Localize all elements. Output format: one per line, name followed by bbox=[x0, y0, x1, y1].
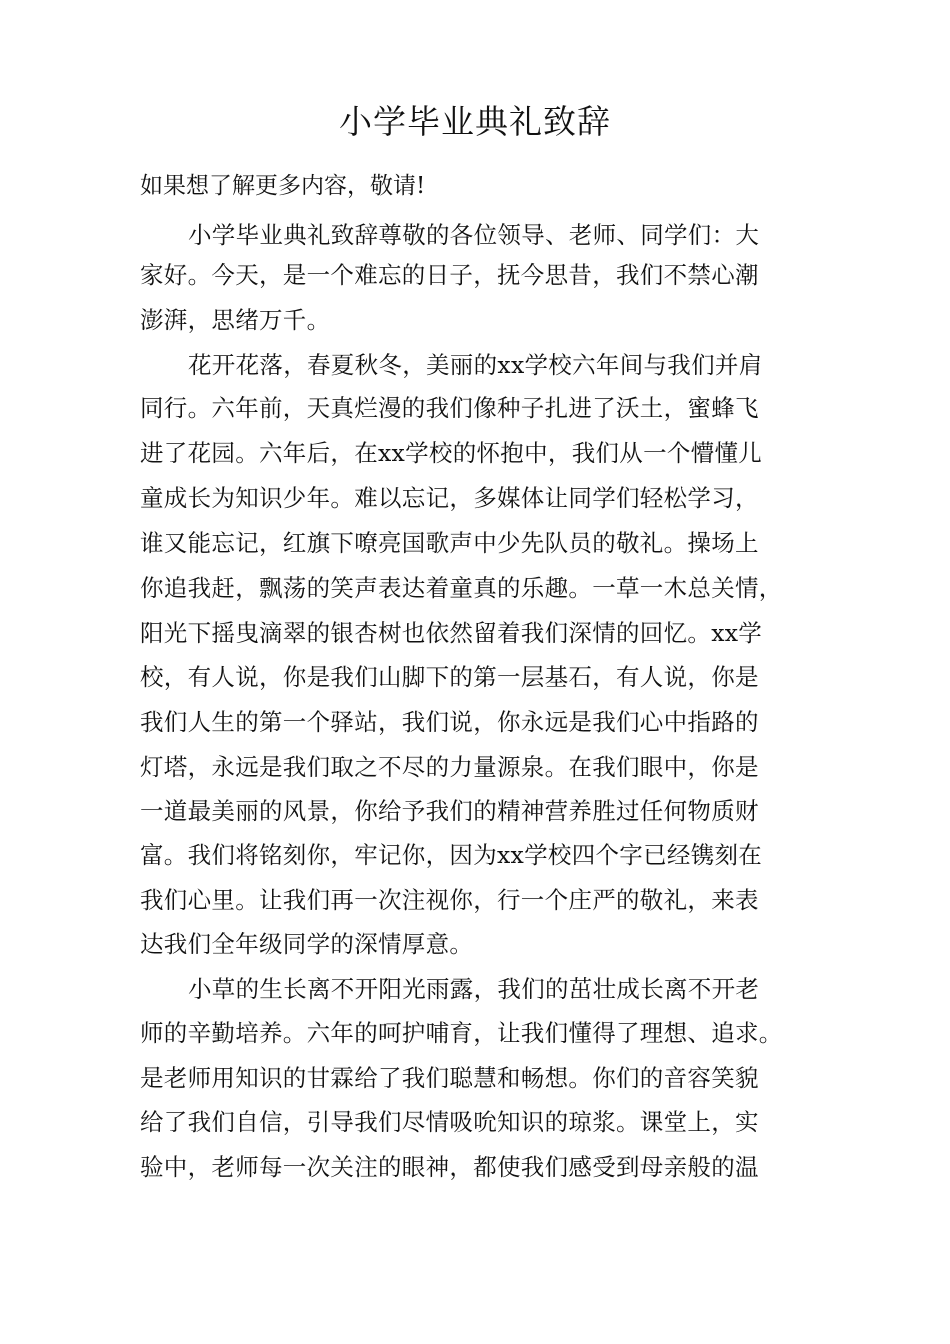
text-line: 小草的生长离不开阳光雨露，我们的茁壮成长离不开老 bbox=[188, 975, 760, 1003]
document-title: 小学毕业典礼致辞 bbox=[339, 102, 611, 141]
text-line: 花开花落，春夏秋冬，美丽的xx学校六年间与我们并肩 bbox=[188, 351, 763, 379]
text-line: 我们心里。让我们再一次注视你，行一个庄严的敬礼，来表 bbox=[140, 886, 759, 914]
text-line: 一道最美丽的风景，你给予我们的精神营养胜过任何物质财 bbox=[140, 797, 759, 825]
text-line: 校，有人说，你是我们山脚下的第一层基石，有人说，你是 bbox=[140, 663, 759, 691]
text-line: 童成长为知识少年。难以忘记，多媒体让同学们轻松学习， bbox=[140, 484, 759, 512]
text-line: 验中，老师每一次关注的眼神，都使我们感受到母亲般的温 bbox=[140, 1153, 759, 1181]
text-line: 师的辛勤培养。六年的呵护哺育，让我们懂得了理想、追求。 bbox=[140, 1019, 783, 1047]
text-line: 同行。六年前，天真烂漫的我们像种子扎进了沃土，蜜蜂飞 bbox=[140, 394, 759, 422]
text-line: 家好。今天，是一个难忘的日子，抚今思昔，我们不禁心潮 bbox=[140, 261, 759, 289]
text-line: 灯塔，永远是我们取之不尽的力量源泉。在我们眼中，你是 bbox=[140, 753, 759, 781]
text-line: 澎湃，思绪万千。 bbox=[140, 306, 331, 334]
text-line: 给了我们自信，引导我们尽情吸吮知识的琼浆。课堂上，实 bbox=[140, 1108, 759, 1136]
text-line: 是老师用知识的甘霖给了我们聪慧和畅想。你们的音容笑貌 bbox=[140, 1064, 759, 1092]
text-line: 你追我赶，飘荡的笑声表达着童真的乐趣。一草一木总关情， bbox=[140, 574, 783, 602]
text-line: 小学毕业典礼致辞尊敬的各位领导、老师、同学们：大 bbox=[188, 221, 760, 249]
text-line: 谁又能忘记，红旗下嘹亮国歌声中少先队员的敬礼。操场上 bbox=[140, 529, 759, 557]
intro-line: 如果想了解更多内容，敬请! bbox=[140, 173, 426, 199]
text-line: 阳光下摇曳滴翠的银杏树也依然留着我们深情的回忆。xx学 bbox=[140, 619, 763, 647]
text-line: 我们人生的第一个驿站，我们说，你永远是我们心中指路的 bbox=[140, 708, 759, 736]
text-line: 达我们全年级同学的深情厚意。 bbox=[140, 930, 474, 958]
text-line: 进了花园。六年后，在xx学校的怀抱中，我们从一个懵懂儿 bbox=[140, 439, 763, 467]
text-line: 富。我们将铭刻你，牢记你，因为xx学校四个字已经镌刻在 bbox=[140, 841, 763, 869]
